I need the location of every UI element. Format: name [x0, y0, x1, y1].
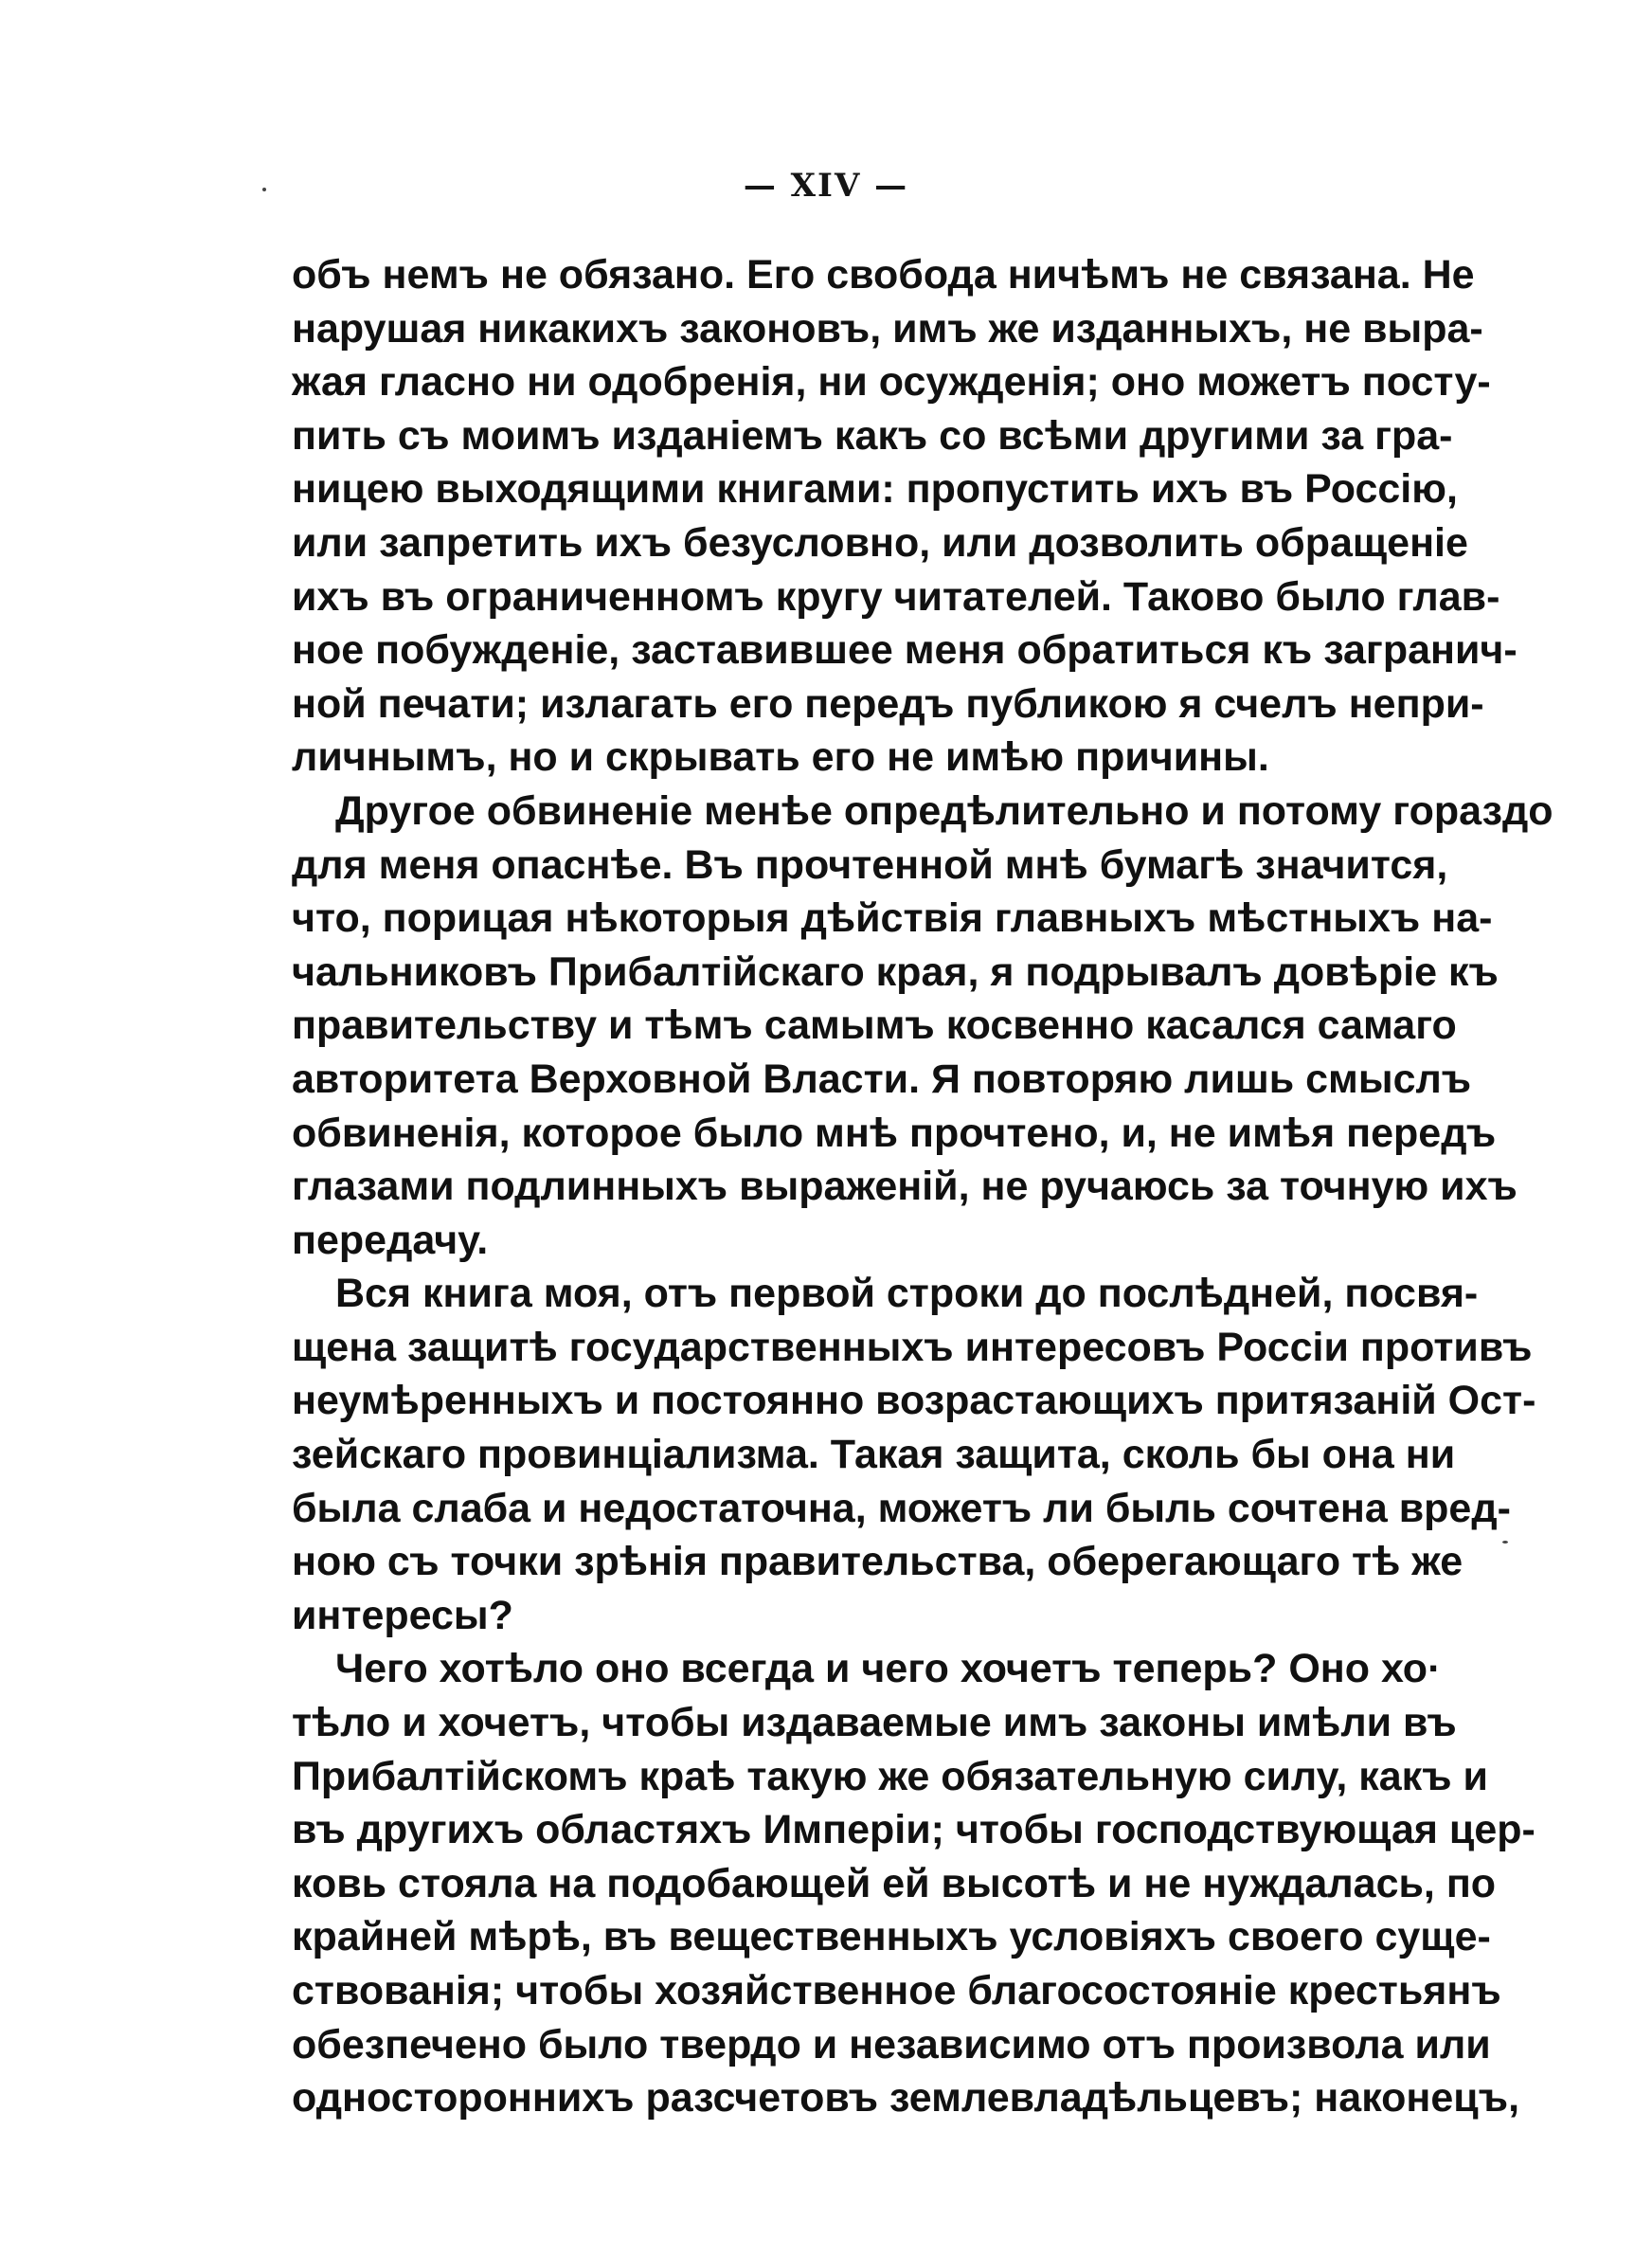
- text-line: правительству и тѣмъ самымъ косвенно касался самаго: [292, 1002, 1457, 1049]
- text-line: ихъ въ ограниченномъ кругу читателей. Таково было глав-: [292, 573, 1500, 620]
- text-line: Другое обвиненіе менѣе опредѣлительно и потому гораздо: [335, 787, 1553, 834]
- text-line: личнымъ, но и скрывать его не имѣю причины.: [292, 734, 1269, 781]
- text-line: объ немъ не обязано. Его свобода ничѣмъ не связана. Не: [292, 252, 1475, 298]
- text-line: что, порицая нѣкоторыя дѣйствія главныхъ мѣстныхъ на-: [292, 895, 1493, 942]
- text-line: зейскаго провинціализма. Такая защита, сколь бы она ни: [292, 1432, 1456, 1478]
- text-line: ницею выходящими книгами: пропустить ихъ въ Россію,: [292, 466, 1458, 513]
- text-line: неумѣренныхъ и постоянно возрастающихъ притязаній Ост-: [292, 1378, 1536, 1424]
- text-line: ковь стояла на подобающей ей высотѣ и не нуждалась, по: [292, 1860, 1497, 1906]
- text-line: жая гласно ни одобренія, ни осужденія; оно можетъ посту-: [292, 359, 1491, 406]
- text-line: чальниковъ Прибалтійскаго края, я подрывалъ довѣріе къ: [292, 948, 1499, 995]
- text-line: передачу.: [292, 1217, 489, 1263]
- text-line: для меня опаснѣе. Въ прочтенной мнѣ бумагѣ значится,: [292, 841, 1448, 888]
- text-line: Чего хотѣло оно всегда и чего хочетъ теперь? Оно хо·: [335, 1646, 1442, 1692]
- scan-speck: [262, 188, 266, 191]
- text-line: ствованія; чтобы хозяйственное благосостояніе крестьянъ: [292, 1968, 1501, 2013]
- body-text: [292, 248, 1553, 2125]
- text-line: или запретить ихъ безусловно, или дозволить обращеніе: [292, 519, 1468, 566]
- text-line: крайней мѣрѣ, въ вещественныхъ условіяхъ своего суще-: [292, 1914, 1491, 1960]
- text-line: интересы?: [292, 1592, 513, 1638]
- text-line: обезпечено было твердо и независимо отъ произвола или: [292, 2021, 1491, 2067]
- text-line: глазами подлинныхъ выраженій, не ручаюсь за точную ихъ: [292, 1164, 1517, 1210]
- text-line: была слаба и недостаточна, можетъ ли быль сочтена вред-: [292, 1485, 1511, 1531]
- text-line: обвиненія, которое было мнѣ прочтено, и, не имѣя передъ: [292, 1110, 1497, 1156]
- text-line: нарушая никакихъ законовъ, имъ же изданныхъ, не выра-: [292, 305, 1483, 352]
- text-line: тѣло и хочетъ, чтобы издаваемые имъ законы имѣли въ: [292, 1700, 1457, 1746]
- text-line: пить съ моимъ изданіемъ какъ со всѣми другими за гра-: [292, 412, 1453, 459]
- text-line: ною съ точки зрѣнія правительства, оберегающаго тѣ же: [292, 1539, 1463, 1585]
- text-line: ное побужденіе, заставившее меня обратиться къ загранич-: [292, 627, 1517, 674]
- text-line: Прибалтійскомъ краѣ такую же обязательную силу, какъ и: [292, 1753, 1488, 1799]
- text-line: авторитета Верховной Власти. Я повторяю лишь смыслъ: [292, 1056, 1472, 1102]
- text-line: Вся книга моя, отъ первой строки до послѣдней, посвя-: [335, 1271, 1479, 1317]
- scan-speck: [1502, 1541, 1508, 1544]
- text-line: ной печати; излагать его передъ публикою я счелъ непри-: [292, 680, 1484, 727]
- page-number-header: — XIV —: [743, 167, 909, 205]
- text-line: въ другихъ областяхъ Имперіи; чтобы господствующая цер-: [292, 1807, 1535, 1853]
- text-line: щена защитѣ государственныхъ интересовъ Россіи противъ: [292, 1324, 1533, 1370]
- text-line: одностороннихъ разсчетовъ землевладѣльцевъ; наконецъ,: [292, 2075, 1520, 2122]
